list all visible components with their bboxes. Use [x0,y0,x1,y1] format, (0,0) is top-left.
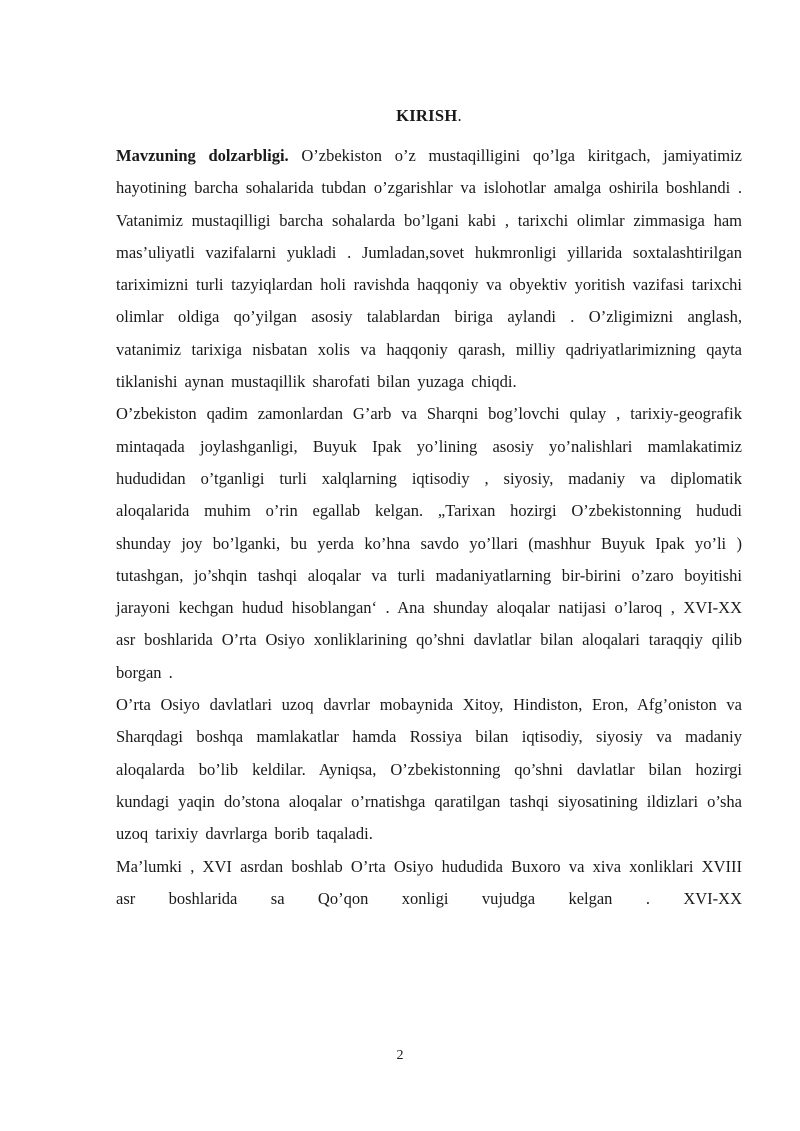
paragraph-4 [116,851,742,916]
page-title [116,106,742,126]
title-dot: . [457,106,462,125]
paragraph-lead: Mavzuning dolzarbligi. [116,146,289,165]
paragraph-text: O’zbekiston qadim zamonlardan G’arb va Sharqni bog’lovchi qulay , tarixiy-geografik mintaqada joylashganligi, Buyuk Ipak yo’lining asosiy yo’nalishlari mamlakatimiz hududidan o’tganligi turli xalqlarning iqtisodiy , siyosiy, madaniy va diplomatik aloqalarida muhim o’rin egallab kelgan. „Tarixan hozirgi O’zbekistonning hududi shunday joy bo’lganki, bu yerda ko’hna savdo yo’llari (mashhur Buyuk Ipak yo’li ) tutashgan, jo’shqin tashqi aloqalar va turli madaniyatlarning bir-birini o’zaro boyitishi jarayoni kechgan hudud hisoblangan‘ . Ana shunday aloqalar natijasi o’laroq , XVI-XX asr boshlarida O’rta Osiyo xonliklarining qo’shni davlatlar bilan aloqalari taraqqiy qilib borgan . [116,404,742,682]
paragraph-1 [116,140,742,398]
paragraph-text: O’rta Osiyo davlatlari uzoq davrlar mobaynida Xitoy, Hindiston, Eron, Afg’oniston va Sharqdagi boshqa mamlakatlar hamda Rossiya bilan iqtisodiy, siyosiy va madaniy aloqalarda bo’lib keldilar. Ayniqsa, O’zbekistonning qo’shni davlatlar bilan hozirgi kundagi yaqin do’stona aloqalar o’rnatishga qaratilgan tashqi siyosatining ildizlari o’sha uzoq tarixiy davrlarga borib taqaladi. [116,695,742,844]
paragraph-2 [116,398,742,689]
paragraph-text: Ma’lumki , XVI asrdan boshlab O’rta Osiyo hududida Buxoro va xiva xonliklari XVIII asr boshlarida sa Qo’qon xonligi vujudga kelgan . XVI-XX [116,856,742,908]
page-number: 2 [396,1048,404,1063]
title-text: KIRISH [396,106,458,125]
paragraph-3 [116,689,742,850]
paragraph-text: O’zbekiston o’z mustaqilligini qo’lga kiritgach, jamiyatimiz hayotining barcha sohalarida tubdan o’zgarishlar va islohotlar amalga oshirila boshlandi . Vatanimiz mustaqilligi barcha sohalarda bo’lgani kabi , tarixchi olimlar zimmasiga ham mas’uliyatli vazifalarni yukladi . Jumladan,sovet hukmronligi yillarida soxtalashtirilgan tariximizni turli tazyiqlardan holi ravishda haqqoniy va obyektiv yoritish vazifasi tarixchi olimlar oldiga qo’yilgan asosiy talablardan biriga aylandi . O’zligimizni anglash, vatanimiz tarixiga nisbatan xolis va haqqoniy qarash, milliy qadriyatlarimizning qayta tiklanishi aynan mustaqillik sharofati bilan yuzaga chiqdi. [116,146,742,392]
